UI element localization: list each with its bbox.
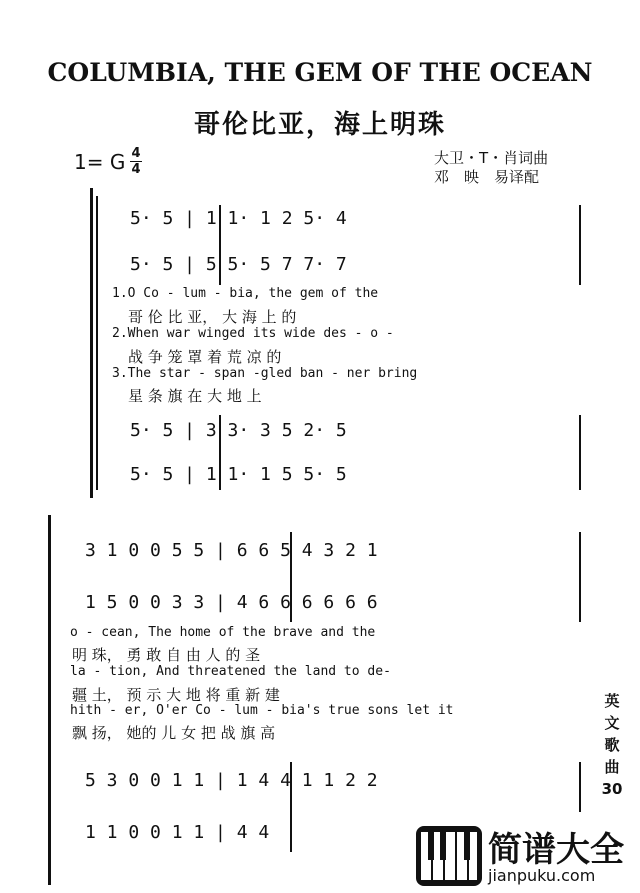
system1-brace-inner	[96, 196, 98, 490]
system1-lyric-en-2: 2.When war winged its wide des - o -	[112, 326, 394, 341]
sidebar-label: 英文歌曲30	[601, 692, 623, 798]
system2-lyric-en-1: o - cean, The home of the brave and the	[70, 625, 376, 640]
piano-logo-icon	[416, 826, 482, 886]
system1-lyric-zh-2: 战 争 笼 罩 着 荒 凉 的	[128, 348, 282, 366]
composer-credit: 大卫・T・肖词曲	[434, 149, 549, 167]
system1-lyric-zh-3: 星 条 旗 在 大 地 上	[128, 387, 262, 405]
system2-lyric-en-3: hith - er, O'er Co - lum - bia's true sons let it	[70, 703, 454, 718]
system2-barline-end-lower	[579, 762, 581, 812]
key-signature: 1= G	[74, 150, 126, 174]
system2-lyric-zh-3: 飘 扬， 她的 儿 女 把 战 旗 高	[72, 724, 276, 742]
system1-barline-end-lower	[579, 415, 581, 490]
system1-row-1: 5· 5 | 1 1· 1 2 5· 4	[130, 208, 347, 229]
system2-brace	[48, 515, 51, 885]
credits	[434, 149, 548, 187]
system1-brace	[90, 188, 93, 498]
system1-barline-end	[579, 205, 581, 285]
system1-lyric-zh-1: 哥 伦 比 亚， 大 海 上 的	[128, 308, 297, 326]
time-signature	[130, 146, 142, 177]
system1-row-2: 5· 5 | 5 5· 5 7 7· 7	[130, 254, 347, 275]
system2-row-4: 1 1 0 0 1 1 | 4 4	[85, 822, 270, 843]
system2-lyric-zh-1: 明 珠， 勇 敢 自 由 人 的 圣	[72, 646, 261, 664]
system2-lyric-zh-2: 疆 土， 预 示 大 地 将 重 新 建	[72, 686, 280, 704]
system2-lyric-en-2: la - tion, And threatened the land to de-	[70, 664, 391, 679]
song-title: COLUMBIA, THE GEM OF THE OCEAN	[47, 58, 593, 87]
site-logo-url: jianpuku.com	[488, 866, 596, 885]
system1-lyric-en-1: 1.O Co - lum - bia, the gem of the	[112, 286, 379, 301]
song-subtitle: 哥伦比亚，海上明珠	[193, 110, 446, 140]
system1-lyric-en-3: 3.The star - span -gled ban - ner bring	[112, 366, 418, 381]
site-logo-name: 简谱大全	[488, 830, 624, 870]
time-bottom: 4	[131, 162, 141, 177]
system2-row-3: 5 3 0 0 1 1 | 1 4 4 1 1 2 2	[85, 770, 378, 791]
system2-barline-end	[579, 532, 581, 622]
translator-credit: 邓 映 易译配	[434, 168, 540, 186]
system1-row-4: 5· 5 | 1 1· 1 5 5· 5	[130, 464, 347, 485]
system1-row-3: 5· 5 | 3 3· 3 5 2· 5	[130, 420, 347, 441]
time-top: 4	[131, 146, 141, 161]
system2-row-2: 1 5 0 0 3 3 | 4 6 6 6 6 6 6	[85, 592, 378, 613]
system2-row-1: 3 1 0 0 5 5 | 6 6 5 4 3 2 1	[85, 540, 378, 561]
